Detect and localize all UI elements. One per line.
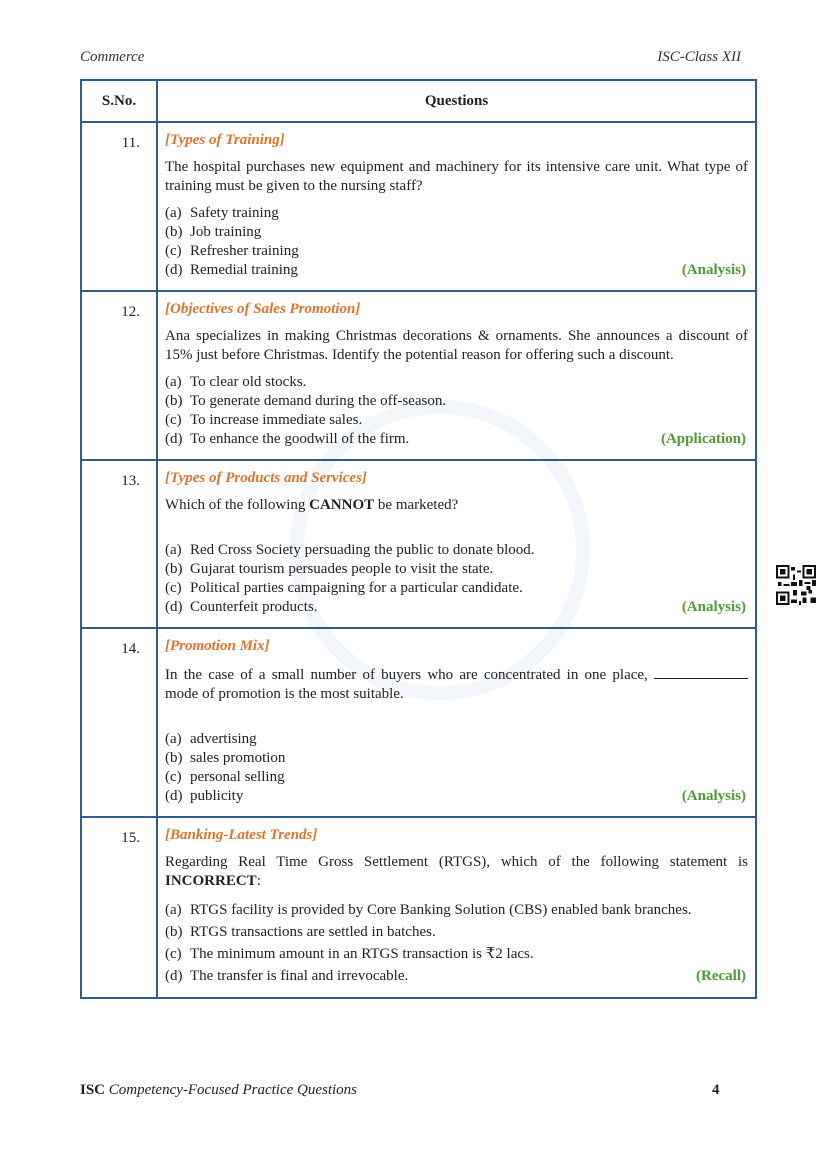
question-number: 15. <box>81 817 157 998</box>
option-b: (b) RTGS transactions are settled in batches. <box>165 924 436 940</box>
cognitive-level: (Recall) <box>696 968 746 984</box>
fill-in-blank <box>654 664 748 679</box>
question-topic: [Types of Training] <box>165 132 285 148</box>
question-topic: [Objectives of Sales Promotion] <box>165 301 361 317</box>
col-sno-header: S.No. <box>81 80 157 122</box>
question-number: 13. <box>81 460 157 628</box>
option-c: (c) To increase immediate sales. <box>165 412 363 428</box>
header-class: ISC-Class XII <box>657 49 741 65</box>
options-list <box>165 899 748 987</box>
footer-brand: ISC <box>80 1082 106 1098</box>
option-b: (b) sales promotion <box>165 750 286 766</box>
question-cell <box>157 291 756 460</box>
question-topic: [Promotion Mix] <box>165 638 270 654</box>
question-row-15 <box>81 817 756 998</box>
cognitive-level: (Analysis) <box>681 262 746 278</box>
page-number: 4 <box>712 1082 720 1098</box>
options-list <box>165 730 748 806</box>
question-topic: [Banking-Latest Trends] <box>165 827 318 843</box>
option-a: (a) RTGS facility is provided by Core Banking Solution (CBS) enabled bank branches. <box>165 902 692 918</box>
option-a: (a) To clear old stocks. <box>165 374 307 390</box>
col-questions-header: Questions <box>157 80 756 122</box>
question-cell <box>157 460 756 628</box>
header-subject: Commerce <box>80 49 145 65</box>
option-d: (d) The transfer is final and irrevocable. <box>165 968 409 984</box>
questions-table <box>80 79 757 999</box>
option-d: (d) publicity <box>165 788 244 804</box>
option-c: (c) personal selling <box>165 769 285 785</box>
question-text: Ana specializes in making Christmas decorations & ornaments. She announces a discount of 15% just before Christmas. Identify the potential reason for offering such a discount. <box>165 328 748 363</box>
qr-code-icon <box>776 565 816 605</box>
option-a: (a) Safety training <box>165 205 279 221</box>
table-header-row <box>81 80 756 122</box>
question-text: In the case of a small number of buyers who are concentrated in one place, mode of promotion is the most suitable. <box>165 664 748 704</box>
question-text: Regarding Real Time Gross Settlement (RTGS), which of the following statement is INCORRECT: <box>165 854 748 889</box>
options-list <box>165 541 748 617</box>
question-row-13 <box>81 460 756 628</box>
options-list <box>165 373 748 449</box>
option-d: (d) Remedial training <box>165 262 298 278</box>
option-c: (c) Political parties campaigning for a particular candidate. <box>165 580 523 596</box>
option-d: (d) To enhance the goodwill of the firm. <box>165 431 410 447</box>
question-row-11 <box>81 122 756 291</box>
options-list <box>165 204 748 280</box>
question-number: 12. <box>81 291 157 460</box>
cognitive-level: (Application) <box>660 431 746 447</box>
option-b: (b) Gujarat tourism persuades people to visit the state. <box>165 561 494 577</box>
question-number: 11. <box>81 122 157 291</box>
footer-title <box>80 1082 357 1099</box>
option-c: (c) The minimum amount in an RTGS transaction is ₹2 lacs. <box>165 946 534 962</box>
footer-subtitle: Competency-Focused Practice Questions <box>108 1082 358 1098</box>
option-c: (c) Refresher training <box>165 243 299 259</box>
question-cell <box>157 122 756 291</box>
option-b: (b) Job training <box>165 224 262 240</box>
question-cell <box>157 628 756 817</box>
option-b: (b) To generate demand during the off-season. <box>165 393 447 409</box>
option-a: (a) Red Cross Society persuading the public to donate blood. <box>165 542 535 558</box>
cognitive-level: (Analysis) <box>681 599 746 615</box>
cognitive-level: (Analysis) <box>681 788 746 804</box>
question-row-12 <box>81 291 756 460</box>
question-topic: [Types of Products and Services] <box>165 470 367 486</box>
question-text: Which of the following CANNOT be marketed? <box>165 497 459 513</box>
question-text: The hospital purchases new equipment and machinery for its intensive care unit. What type of training must be given to the nursing staff? <box>165 159 748 194</box>
option-a: (a) advertising <box>165 731 257 747</box>
question-row-14 <box>81 628 756 817</box>
question-cell <box>157 817 756 998</box>
question-number: 14. <box>81 628 157 817</box>
option-d: (d) Counterfeit products. <box>165 599 318 615</box>
